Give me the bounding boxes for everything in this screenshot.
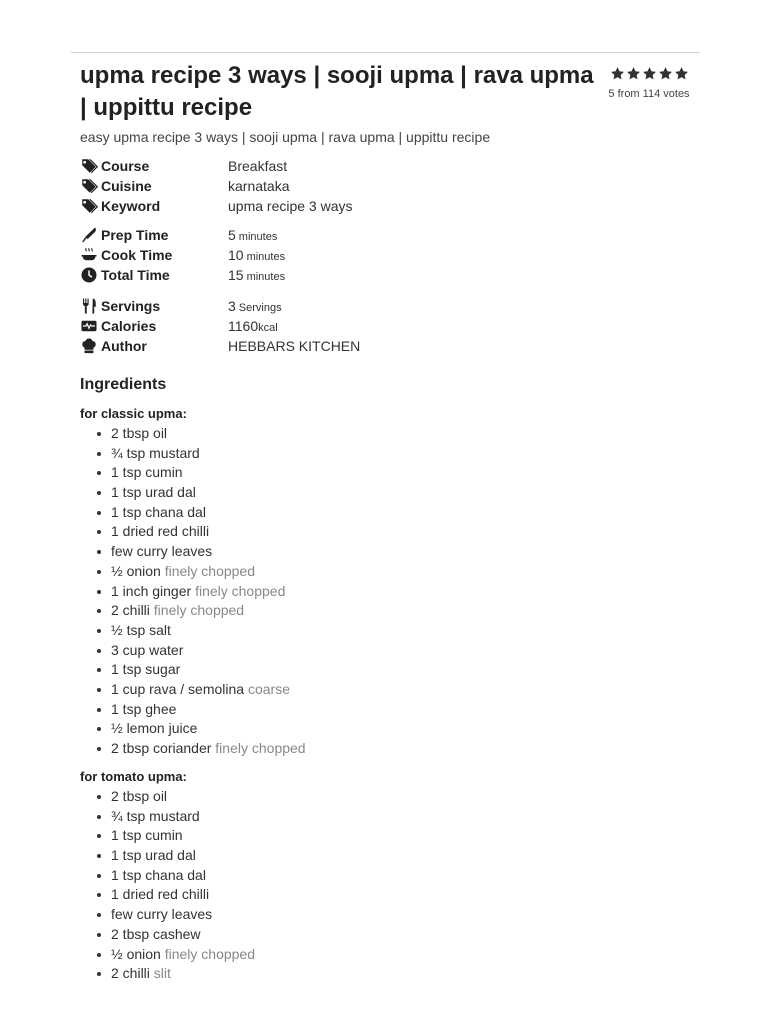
tomato-upma-title: for tomato upma: [80, 769, 187, 784]
recipe-times [80, 225, 480, 285]
rating-from: 5 from [608, 88, 640, 100]
meta-calories-unit: kcal [258, 322, 278, 334]
ingredient-item: 1 inch ginger finely chopped [80, 582, 306, 602]
clock-icon [80, 266, 98, 284]
ingredients-heading: Ingredients [80, 376, 167, 393]
ingredient-item: 2 tbsp oil [80, 787, 255, 807]
ingredient-item: few curry leaves [80, 542, 306, 562]
ingredient-item: ¾ tsp mustard [80, 444, 306, 464]
tag-icon [80, 197, 98, 215]
meta-prep-time-label: Prep Time [101, 227, 169, 243]
meta-keyword-value: upma recipe 3 ways [228, 198, 353, 214]
ingredient-item: 1 tsp cumin [80, 826, 255, 846]
star-icon[interactable] [626, 66, 641, 81]
ingredient-item: ¾ tsp mustard [80, 807, 255, 827]
meta-cook-time-value: 10 [228, 247, 244, 263]
ingredient-item: ½ lemon juice [80, 719, 306, 739]
meta-servings-value: 3 [228, 298, 236, 314]
ingredient-item: 1 dried red chilli [80, 885, 255, 905]
meta-author-label: Author [101, 338, 147, 354]
ingredient-item: 2 chilli slit [80, 964, 255, 984]
ingredient-item: few curry leaves [80, 905, 255, 925]
meta-prep-time [80, 225, 480, 245]
meta-calories-label: Calories [101, 318, 157, 334]
recipe-info [80, 296, 480, 356]
pan-icon [80, 246, 98, 264]
meta-keyword-label: Keyword [101, 198, 161, 214]
star-icon[interactable] [674, 66, 689, 81]
meta-total-time-label: Total Time [101, 267, 170, 283]
meta-calories [80, 316, 480, 336]
rating-vote-count: 114 votes [642, 88, 690, 100]
meta-course-label: Course [101, 158, 150, 174]
meta-author-value[interactable]: HEBBARS KITCHEN [228, 338, 361, 354]
ingredient-item: 2 chilli finely chopped [80, 601, 306, 621]
meta-cuisine-label: Cuisine [101, 178, 152, 194]
ingredient-item: 1 tsp cumin [80, 463, 306, 483]
knife-icon [80, 226, 98, 244]
ingredient-item: 1 tsp urad dal [80, 483, 306, 503]
meta-servings-label: Servings [101, 298, 161, 314]
ingredient-item: 1 cup rava / semolina coarse [80, 680, 306, 700]
ingredient-item: 2 tbsp oil [80, 424, 306, 444]
ingredient-item: 2 tbsp coriander finely chopped [80, 739, 306, 759]
recipe-summary: easy upma recipe 3 ways | sooji upma | rava upma | uppittu recipe [80, 129, 491, 145]
ingredient-item: ½ tsp salt [80, 621, 306, 641]
heartbeat-icon [80, 317, 98, 335]
ingredient-item: 1 dried red chilli [80, 522, 306, 542]
meta-prep-time-value: 5 [228, 227, 236, 243]
star-icon[interactable] [610, 66, 625, 81]
rating [600, 66, 698, 101]
ingredient-item: 1 tsp chana dal [80, 503, 306, 523]
meta-cook-time-label: Cook Time [101, 247, 173, 263]
ingredient-item: ½ onion finely chopped [80, 945, 255, 965]
meta-cook-time [80, 245, 480, 265]
ingredient-item: 1 tsp chana dal [80, 866, 255, 886]
meta-cuisine [80, 176, 480, 196]
meta-course-value: Breakfast [228, 158, 288, 174]
star-icon[interactable] [642, 66, 657, 81]
classic-upma-title: for classic upma: [80, 406, 187, 421]
meta-total-time [80, 265, 480, 285]
tag-icon [80, 157, 98, 175]
meta-servings [80, 296, 480, 316]
ingredient-item: 1 tsp sugar [80, 660, 306, 680]
ingredient-item: ½ onion finely chopped [80, 562, 306, 582]
utensils-icon [80, 297, 98, 315]
meta-keyword [80, 196, 480, 216]
meta-calories-value: 1160 [228, 318, 259, 334]
meta-course [80, 156, 480, 176]
star-icon[interactable] [658, 66, 673, 81]
meta-cuisine-value: karnataka [228, 178, 290, 194]
rating-votes [600, 87, 698, 101]
meta-total-time-value: 15 [228, 267, 244, 283]
ingredient-item: 1 tsp ghee [80, 700, 306, 720]
top-divider [71, 52, 700, 53]
recipe-tags [80, 156, 480, 216]
classic-upma-ingredients [80, 424, 306, 759]
meta-servings-unit: Servings [238, 302, 282, 314]
ingredient-item: 3 cup water [80, 641, 306, 661]
ingredient-item: 2 tbsp cashew [80, 925, 255, 945]
tomato-upma-ingredients [80, 787, 255, 984]
meta-prep-time-unit: minutes [238, 231, 278, 243]
recipe-title: upma recipe 3 ways | sooji upma | rava upma | uppittu recipe [80, 62, 594, 121]
meta-cook-time-unit: minutes [246, 251, 286, 263]
meta-total-time-unit: minutes [246, 271, 286, 283]
meta-author [80, 336, 480, 356]
chef-hat-icon [80, 337, 98, 355]
ingredient-item: 1 tsp urad dal [80, 846, 255, 866]
rating-stars[interactable] [600, 66, 698, 84]
tag-icon [80, 177, 98, 195]
